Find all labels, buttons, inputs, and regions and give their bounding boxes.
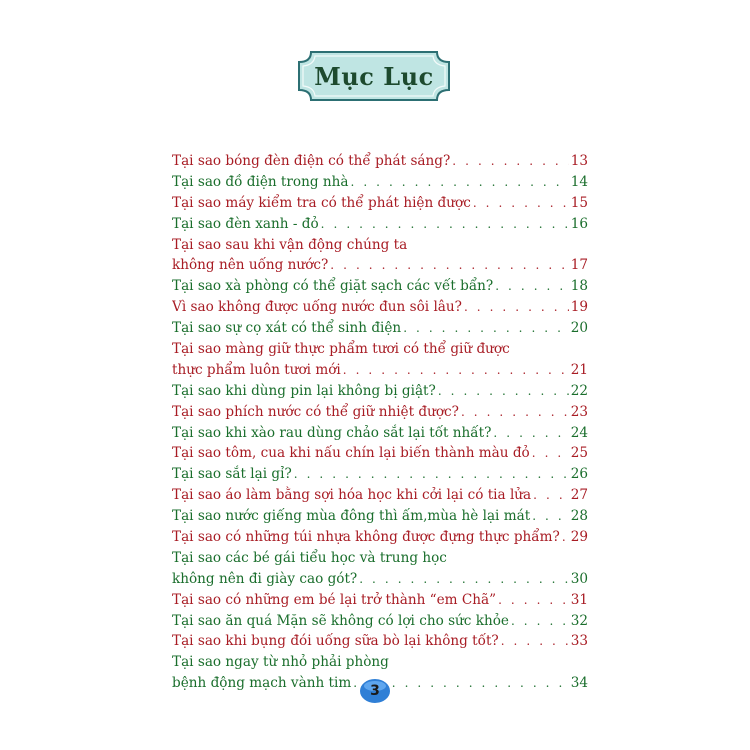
toc-entry-title: bệnh động mạch vành tim (172, 675, 352, 692)
toc-entry (172, 631, 588, 652)
toc-entry-page: 20 (570, 320, 588, 337)
toc-entry (172, 214, 588, 235)
toc-entry-title: Tại sao ngay từ nhỏ phải phòng (172, 654, 389, 671)
toc-leader-dots (330, 255, 568, 276)
toc-entry (172, 569, 588, 590)
toc-entry-page: 21 (570, 361, 588, 378)
toc-entry-page: 13 (570, 152, 588, 169)
toc-entry-page: 22 (570, 382, 588, 399)
toc-entry-title: Tại sao có những em bé lại trở thành “em Chã” (172, 591, 497, 608)
toc-entry (172, 548, 588, 569)
toc-entry (172, 402, 588, 423)
toc-entry-title: Tại sao khi xào rau dùng chảo sắt lại tốt nhất? (172, 424, 492, 441)
toc-leader-dots (294, 464, 569, 485)
toc-leader-dots (532, 443, 569, 464)
toc-entry-title: Tại sao đèn xanh - đỏ (172, 215, 319, 232)
toc-entry-page: 15 (570, 194, 588, 211)
toc-entry (172, 381, 588, 402)
toc-entry (172, 423, 588, 444)
toc-entry-title: Tại sao đồ điện trong nhà (172, 173, 349, 190)
toc-entry-title: Tại sao phích nước có thể giữ nhiệt được? (172, 403, 459, 420)
toc-entry (172, 151, 588, 172)
toc-entry (172, 297, 588, 318)
page-number: 3 (370, 683, 380, 699)
toc-entry-title: Tại sao sắt lại gỉ? (172, 466, 292, 483)
toc-entry (172, 506, 588, 527)
toc-leader-dots (511, 611, 569, 632)
toc-entry-page: 26 (570, 466, 588, 483)
toc-entry-title: không nên đi giày cao gót? (172, 570, 358, 587)
toc-leader-dots (532, 506, 569, 527)
toc-entry-title: Tại sao máy kiểm tra có thể phát hiện được (172, 194, 471, 211)
toc-entry-title: Tại sao áo làm bằng sợi hóa học khi cởi lại có tia lửa (172, 487, 532, 504)
toc-entry-page: 25 (570, 445, 588, 462)
toc-entry (172, 235, 588, 256)
toc-leader-dots (495, 276, 568, 297)
toc-entry-page: 28 (570, 508, 588, 525)
table-of-contents (172, 151, 588, 694)
toc-entry (172, 276, 588, 297)
toc-leader-dots (359, 569, 568, 590)
toc-entry (172, 318, 588, 339)
toc-entry (172, 193, 588, 214)
toc-entry (172, 652, 588, 673)
toc-leader-dots (473, 193, 569, 214)
toc-entry-title: Tại sao tôm, cua khi nấu chín lại biến thành màu đỏ (172, 445, 530, 462)
toc-entry-page: 31 (570, 591, 588, 608)
toc-entry-page: 18 (570, 278, 588, 295)
toc-entry-title: Tại sao có những túi nhựa không được đựng thực phẩm? (172, 529, 560, 546)
toc-entry-title: thực phẩm luôn tươi mới (172, 361, 341, 378)
toc-leader-dots (493, 423, 568, 444)
toc-entry (172, 464, 588, 485)
toc-entry-page: 17 (570, 257, 588, 274)
toc-entry-title: không nên uống nước? (172, 257, 329, 274)
toc-entry-title: Tại sao sự cọ xát có thể sinh điện (172, 320, 402, 337)
toc-entry-title: Tại sao xà phòng có thể giặt sạch các vết bẩn? (172, 278, 494, 295)
toc-leader-dots (452, 151, 568, 172)
toc-entry-title: Tại sao khi dùng pin lại không bị giật? (172, 382, 436, 399)
toc-entry-page: 33 (570, 633, 588, 650)
page-number-badge (355, 676, 395, 706)
toc-entry (172, 590, 588, 611)
toc-entry-title: Tại sao ăn quá Mặn sẽ không có lợi cho sức khỏe (172, 612, 509, 629)
toc-entry (172, 339, 588, 360)
toc-entry-page: 27 (570, 487, 588, 504)
toc-entry (172, 360, 588, 381)
toc-entry-title: Tại sao các bé gái tiểu học và trung học (172, 549, 447, 566)
toc-leader-dots (343, 360, 569, 381)
toc-entry-page: 16 (570, 215, 588, 232)
toc-leader-dots (438, 381, 569, 402)
page-title: Mục Lục (314, 61, 434, 91)
toc-entry (172, 172, 588, 193)
toc-entry (172, 443, 588, 464)
toc-leader-dots (501, 631, 569, 652)
toc-entry-title: Vì sao không được uống nước đun sôi lâu? (172, 299, 462, 316)
toc-entry (172, 527, 588, 548)
toc-entry-page: 34 (570, 675, 588, 692)
toc-entry-page: 19 (570, 299, 588, 316)
toc-entry-page: 24 (570, 424, 588, 441)
toc-entry-title: Tại sao nước giếng mùa đông thì ấm,mùa hè lại mát (172, 508, 531, 525)
toc-entry-title: Tại sao khi bụng đói uống sữa bò lại không tốt? (172, 633, 499, 650)
toc-leader-dots (321, 214, 569, 235)
toc-leader-dots (461, 402, 569, 423)
toc-entry-page: 23 (570, 403, 588, 420)
toc-entry-page: 29 (570, 529, 588, 546)
toc-entry (172, 255, 588, 276)
toc-entry-page: 14 (570, 173, 588, 190)
toc-entry (172, 611, 588, 632)
toc-entry-title: Tại sao màng giữ thực phẩm tươi có thể giữ được (172, 341, 510, 357)
toc-entry-page: 32 (570, 612, 588, 629)
toc-entry-title: Tại sao bóng đèn điện có thể phát sáng? (172, 152, 451, 169)
toc-leader-dots (403, 318, 569, 339)
toc-leader-dots (562, 527, 569, 548)
toc-leader-dots (464, 297, 569, 318)
toc-leader-dots (350, 172, 568, 193)
toc-entry (172, 485, 588, 506)
toc-leader-dots (533, 485, 569, 506)
toc-entry-title: Tại sao sau khi vận động chúng ta (172, 236, 408, 253)
title-plate (297, 50, 451, 102)
toc-entry-page: 30 (570, 570, 588, 587)
toc-leader-dots (498, 590, 569, 611)
